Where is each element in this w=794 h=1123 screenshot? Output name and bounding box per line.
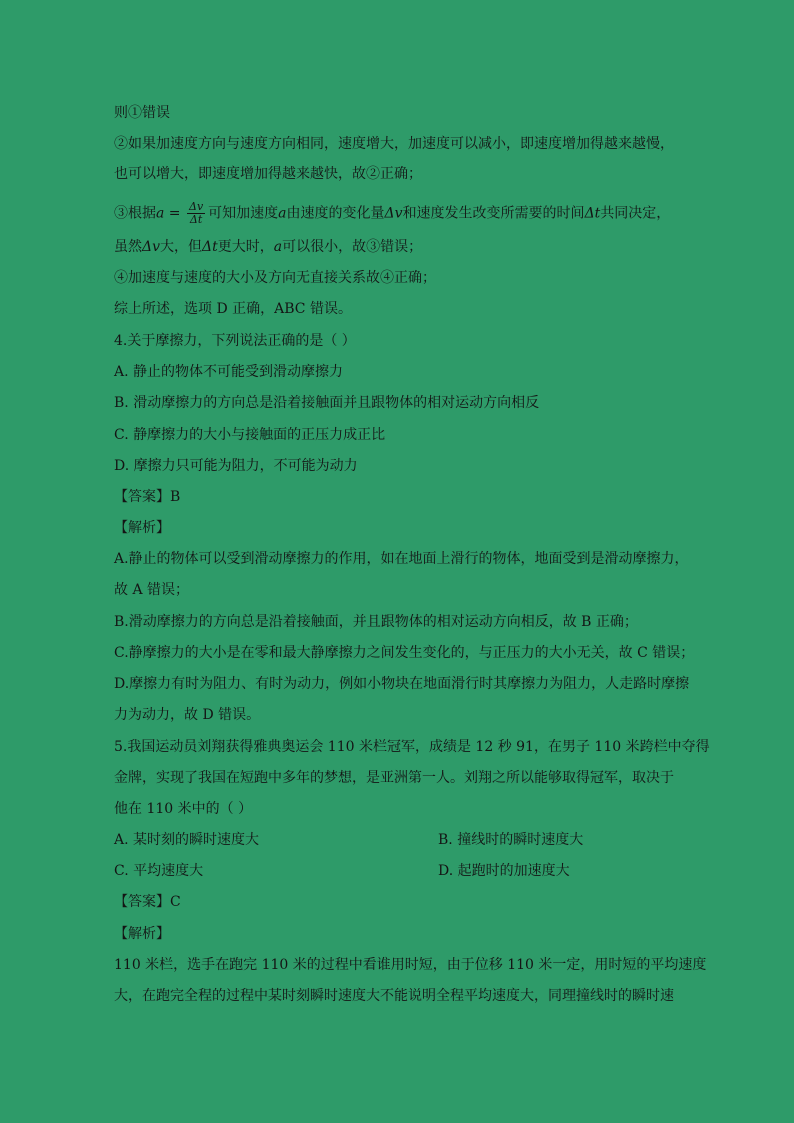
text: 虽然: [114, 239, 142, 255]
text-line: ④加速度与速度的大小及方向无直接关系故④正确；: [114, 270, 436, 286]
text-line: 则①错误: [114, 105, 170, 121]
text: 大，但: [160, 239, 203, 255]
analysis-label: 【解析】: [114, 926, 170, 942]
text-line: [114, 237, 422, 257]
text-line: 故 A 错误；: [114, 582, 190, 598]
text-line: ②如果加速度方向与速度方向相同，速度增大，加速度可以减小，即速度增加得越来越慢，: [114, 136, 674, 152]
text-line: A.静止的物体可以受到滑动摩擦力的作用，如在地面上滑行的物体，地面受到是滑动摩擦力，: [114, 551, 689, 567]
text: 共同决定，: [600, 205, 671, 222]
answer-label: 【答案】C: [114, 894, 181, 910]
text: 由速度的变化量: [286, 205, 385, 222]
option-c: C. 静摩擦力的大小与接触面的正压力成正比: [114, 427, 386, 443]
symbol-dt: Δt: [202, 239, 218, 255]
symbol-dv: Δv: [142, 239, 161, 255]
text-line: 力为动力，故 D 错误。: [114, 707, 261, 723]
text: 可知加速度: [208, 205, 279, 222]
symbol-a: a: [273, 239, 283, 255]
text-line: 金牌，实现了我国在短跑中多年的梦想，是亚洲第一人。刘翔之所以能够取得冠军，取决于: [114, 770, 674, 786]
formula-line: [114, 201, 670, 226]
option-b: B. 滑动摩擦力的方向总是沿着接触面并且跟物体的相对运动方向相反: [114, 395, 540, 411]
option-a: A. 某时刻的瞬时速度大: [114, 832, 260, 848]
text-line: B.滑动摩擦力的方向总是沿着接触面，并且跟物体的相对运动方向相反，故 B 正确；: [114, 614, 638, 630]
question-title: 4.关于摩擦力，下列说法正确的是（ ）: [114, 333, 356, 349]
fraction-denominator: Δt: [189, 213, 203, 226]
text-line: 也可以增大，即速度增加得越来越快，故②正确；: [114, 166, 422, 182]
fraction-numerator: Δv: [189, 200, 204, 213]
text: 更大时，: [217, 239, 274, 255]
text: 和速度发生改变所需要的时间: [402, 205, 585, 222]
answer-label: 【答案】B: [114, 489, 181, 505]
text: 可以很小，故③错误；: [282, 239, 423, 255]
symbol-dv: Δv: [384, 205, 403, 222]
fraction: [187, 201, 205, 226]
option-d: D. 摩擦力只可能为阻力，不可能为动力: [114, 458, 358, 474]
text-line: 他在 110 米中的（ ）: [114, 801, 253, 817]
option-c: C. 平均速度大: [114, 863, 204, 879]
text-line: 大，在跑完全程的过程中某时刻瞬时速度大不能说明全程平均速度大，同理撞线时的瞬时速: [114, 988, 674, 1004]
option-b: B. 撞线时的瞬时速度大: [438, 832, 584, 848]
text-line: 110 米栏，选手在跑完 110 米的过程中看谁用时短，由于位移 110 米一定，用时短的平均速度: [114, 957, 707, 973]
symbol-a: a: [156, 205, 165, 222]
symbol-dt: Δt: [584, 205, 601, 222]
text-line: D.摩擦力有时为阻力、有时为动力，例如小物块在地面滑行时其摩擦力为阻力，人走路时摩擦: [114, 676, 690, 692]
text: ③根据: [114, 205, 156, 222]
options-row: [114, 861, 694, 881]
equals: =: [164, 205, 185, 222]
question-title: 5.我国运动员刘翔获得雅典奥运会 110 米栏冠军，成绩是 12 秒 91，在男子 110 米跨栏中夺得: [114, 739, 710, 755]
text-line: 综上所述，选项 D 正确，ABC 错误。: [114, 301, 352, 317]
option-a: A. 静止的物体不可能受到滑动摩擦力: [114, 364, 344, 380]
option-d: D. 起跑时的加速度大: [438, 863, 570, 879]
symbol-a: a: [278, 205, 287, 222]
options-row: [114, 830, 694, 850]
analysis-label: 【解析】: [114, 520, 170, 536]
text-line: C.静摩擦力的大小是在零和最大静摩擦力之间发生变化的，与正压力的大小无关，故 C 错误；: [114, 645, 695, 661]
